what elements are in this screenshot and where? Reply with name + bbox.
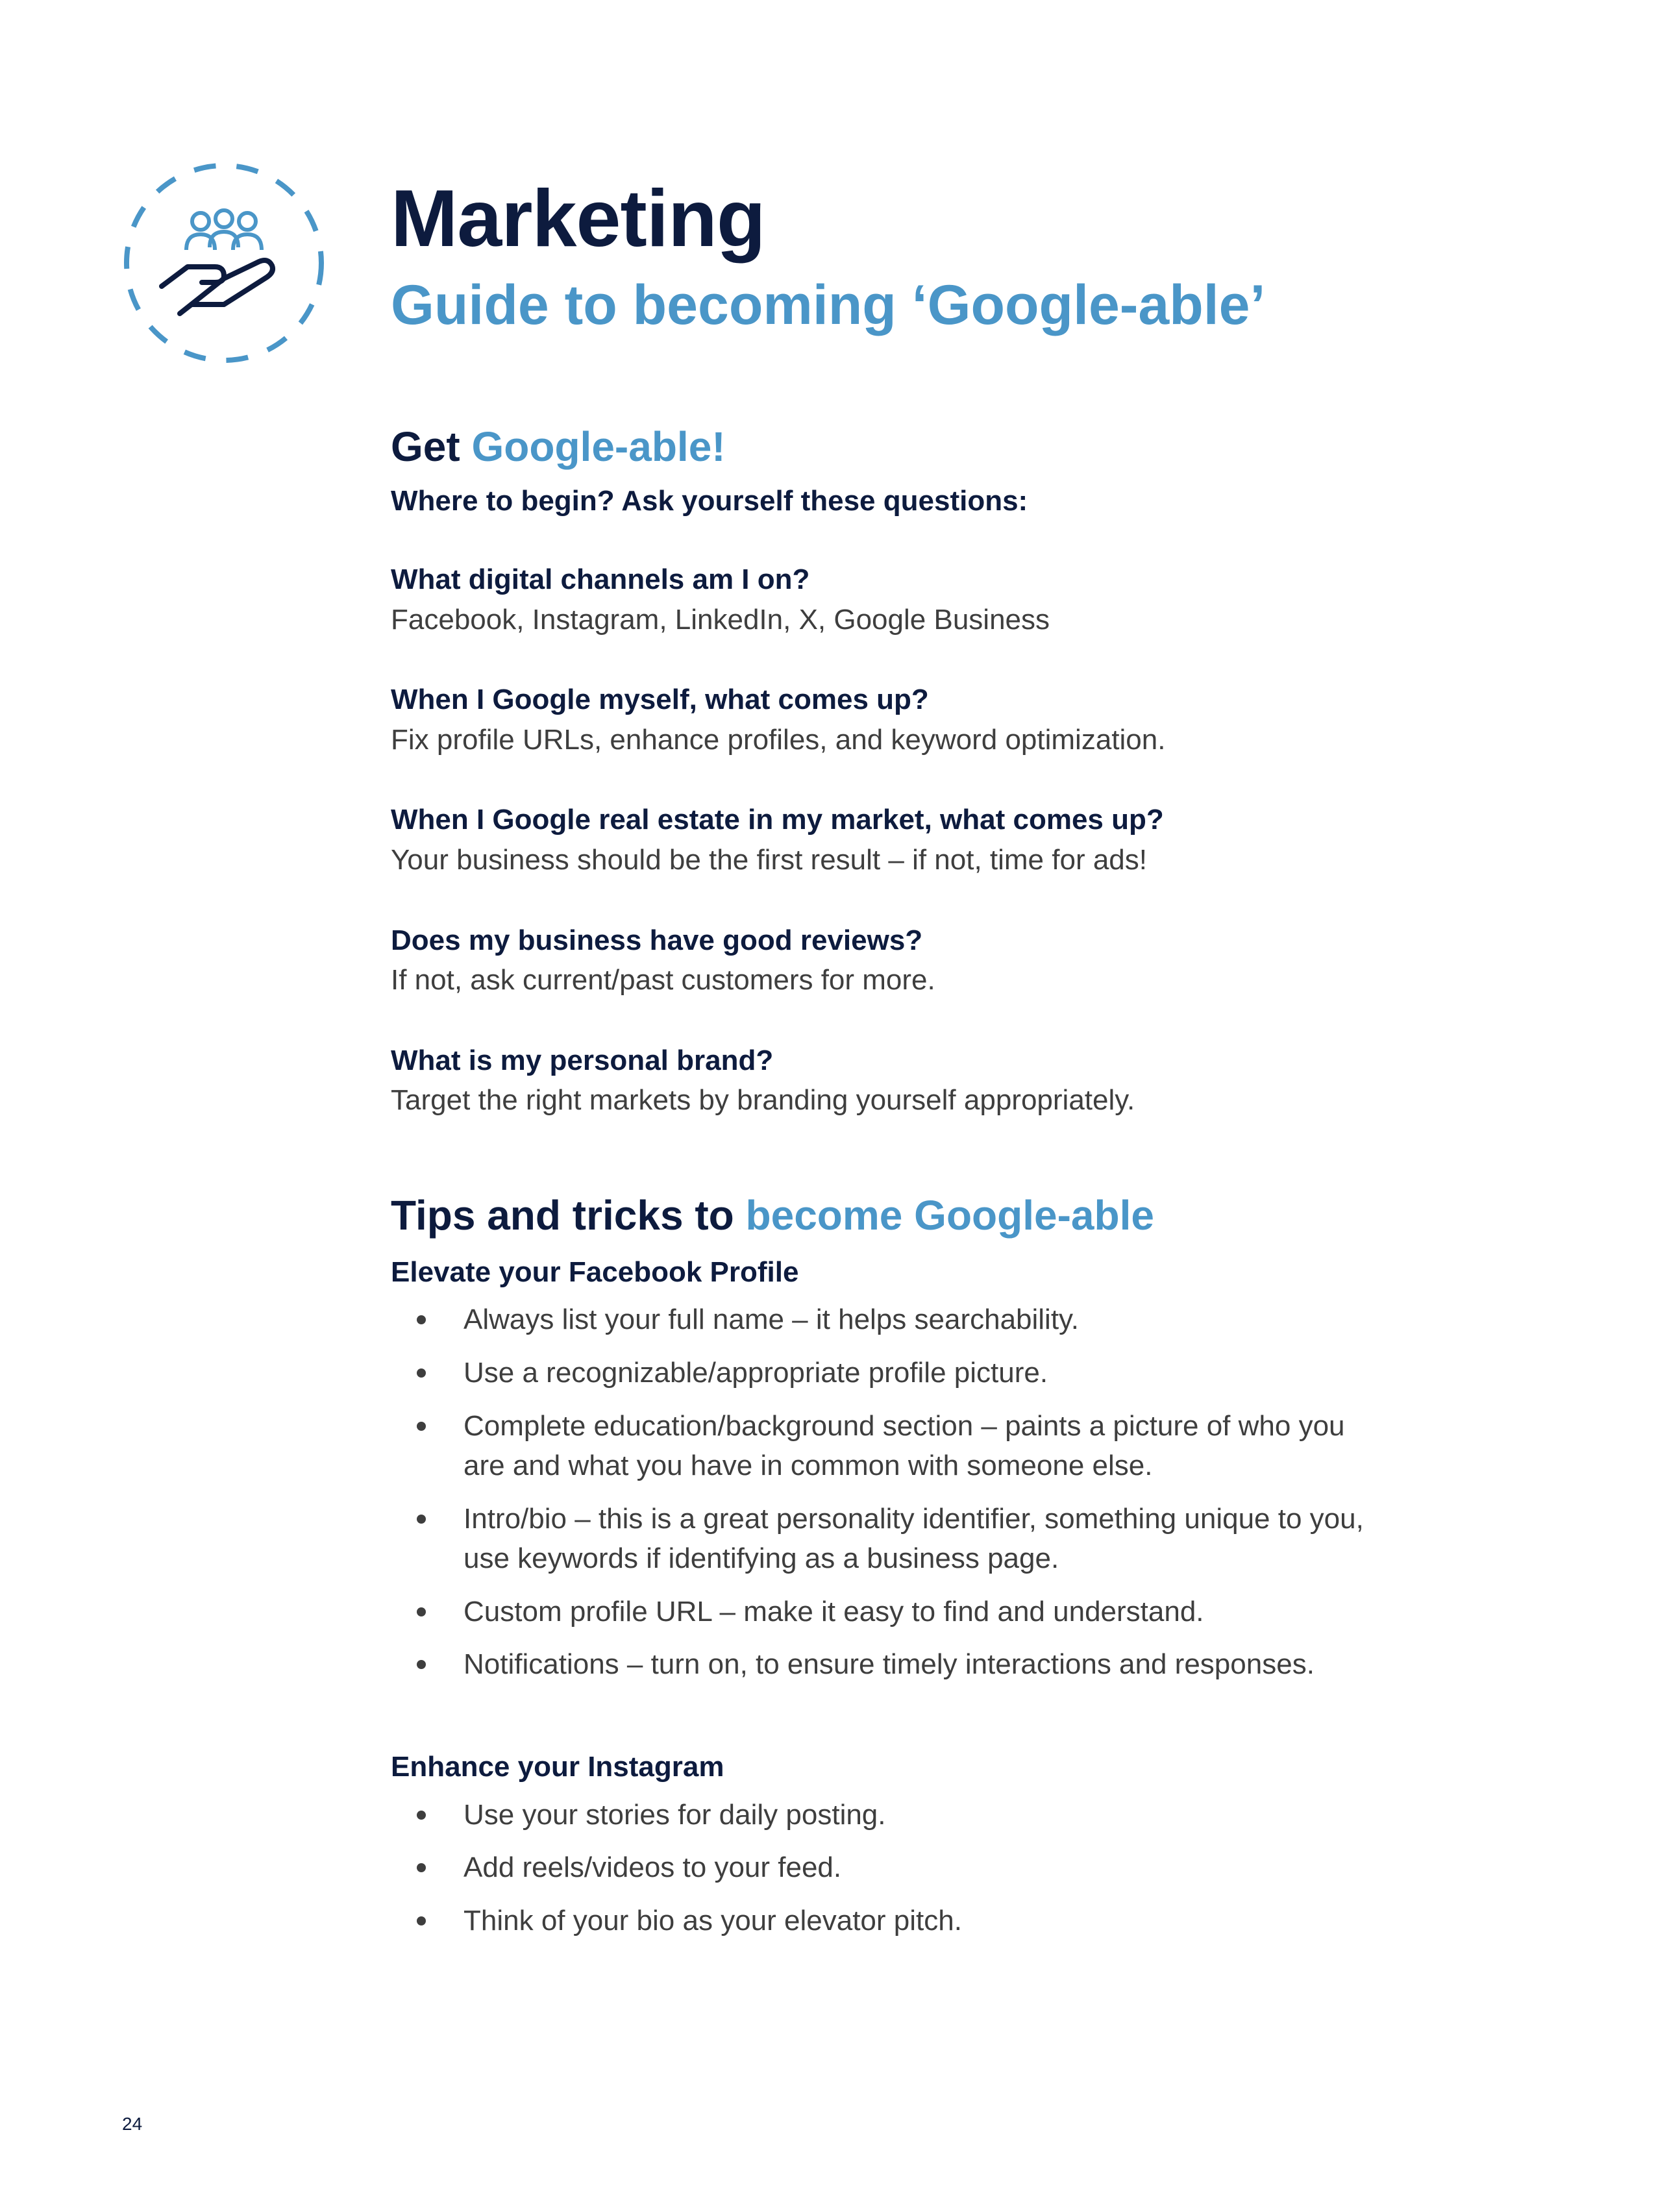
intro-line: Where to begin? Ask yourself these questions: [391,484,1028,517]
title-block [391,174,1266,336]
question: What is my personal brand? [391,1044,774,1076]
list-item-text: Complete education/background section – paints a picture of who you are and what you have in common with someone else. [463,1409,1345,1482]
get-section-heading [391,422,1365,472]
list-item-text: Notifications – turn on, to ensure timely interactions and responses. [463,1648,1315,1681]
get-heading-accent: Google-able! [471,423,726,470]
question: When I Google myself, what comes up? [391,684,929,716]
list-item-text: Custom profile URL – make it easy to find and understand. [463,1595,1204,1628]
hand-holding-people-icon [120,159,328,367]
instagram-section [391,1747,1365,1940]
bullet-icon [417,1515,426,1524]
tips-section-heading [391,1191,1365,1241]
list-item-text: Add reels/videos to your feed. [463,1851,842,1884]
list-item [391,1499,1365,1579]
list-item [391,1353,1365,1393]
tips-heading-accent: become Google-able [745,1191,1154,1239]
qa-item [391,921,1365,1000]
page-number: 24 [122,2114,143,2134]
answer: If not, ask current/past customers for more. [391,964,935,996]
bullet-icon [417,1422,426,1431]
tips-heading-lead: Tips and tricks to [391,1191,734,1239]
answer: Target the right markets by branding yourself appropriately. [391,1084,1135,1117]
list-item [391,1848,1365,1888]
list-item [391,1406,1365,1486]
question: What digital channels am I on? [391,563,810,595]
bullet-icon [417,1368,426,1378]
bullet-icon [417,1916,426,1925]
list-item-text: Use your stories for daily posting. [463,1798,886,1831]
qa-item [391,800,1365,880]
qa-item [391,1041,1365,1120]
list-item [391,1795,1365,1835]
tips-section [391,1191,1365,1941]
list-item-text: Intro/bio – this is a great personality identifier, something unique to you, use keywords if identifying as a business page. [463,1502,1364,1575]
list-item [391,1300,1365,1340]
bullet-icon [417,1607,426,1616]
main-content [391,422,1365,1953]
instagram-tips-list [391,1795,1365,1941]
list-item [391,1644,1365,1685]
qa-item [391,680,1365,760]
page-subtitle: Guide to becoming ‘Google-able’ [391,274,1266,336]
page-title: Marketing [391,174,765,264]
answer: Facebook, Instagram, LinkedIn, X, Google Business [391,603,1050,636]
facebook-tips-list [391,1300,1365,1685]
list-item-text: Always list your full name – it helps searchability. [463,1304,1080,1336]
question: Does my business have good reviews? [391,924,923,956]
answer: Fix profile URLs, enhance profiles, and keyword optimization. [391,723,1166,756]
question: When I Google real estate in my market, what comes up? [391,804,1164,836]
bullet-icon [417,1315,426,1324]
instagram-subheading: Enhance your Instagram [391,1751,724,1783]
qa-item [391,560,1365,639]
list-item [391,1901,1365,1941]
bullet-icon [417,1660,426,1669]
list-item [391,1592,1365,1632]
bullet-icon [417,1863,426,1872]
bullet-icon [417,1811,426,1820]
get-heading-lead: Get [391,423,460,470]
answer: Your business should be the first result – if not, time for ads! [391,843,1147,876]
facebook-subheading: Elevate your Facebook Profile [391,1256,799,1288]
list-item-text: Think of your bio as your elevator pitch. [463,1904,962,1937]
list-item-text: Use a recognizable/appropriate profile picture. [463,1356,1048,1389]
